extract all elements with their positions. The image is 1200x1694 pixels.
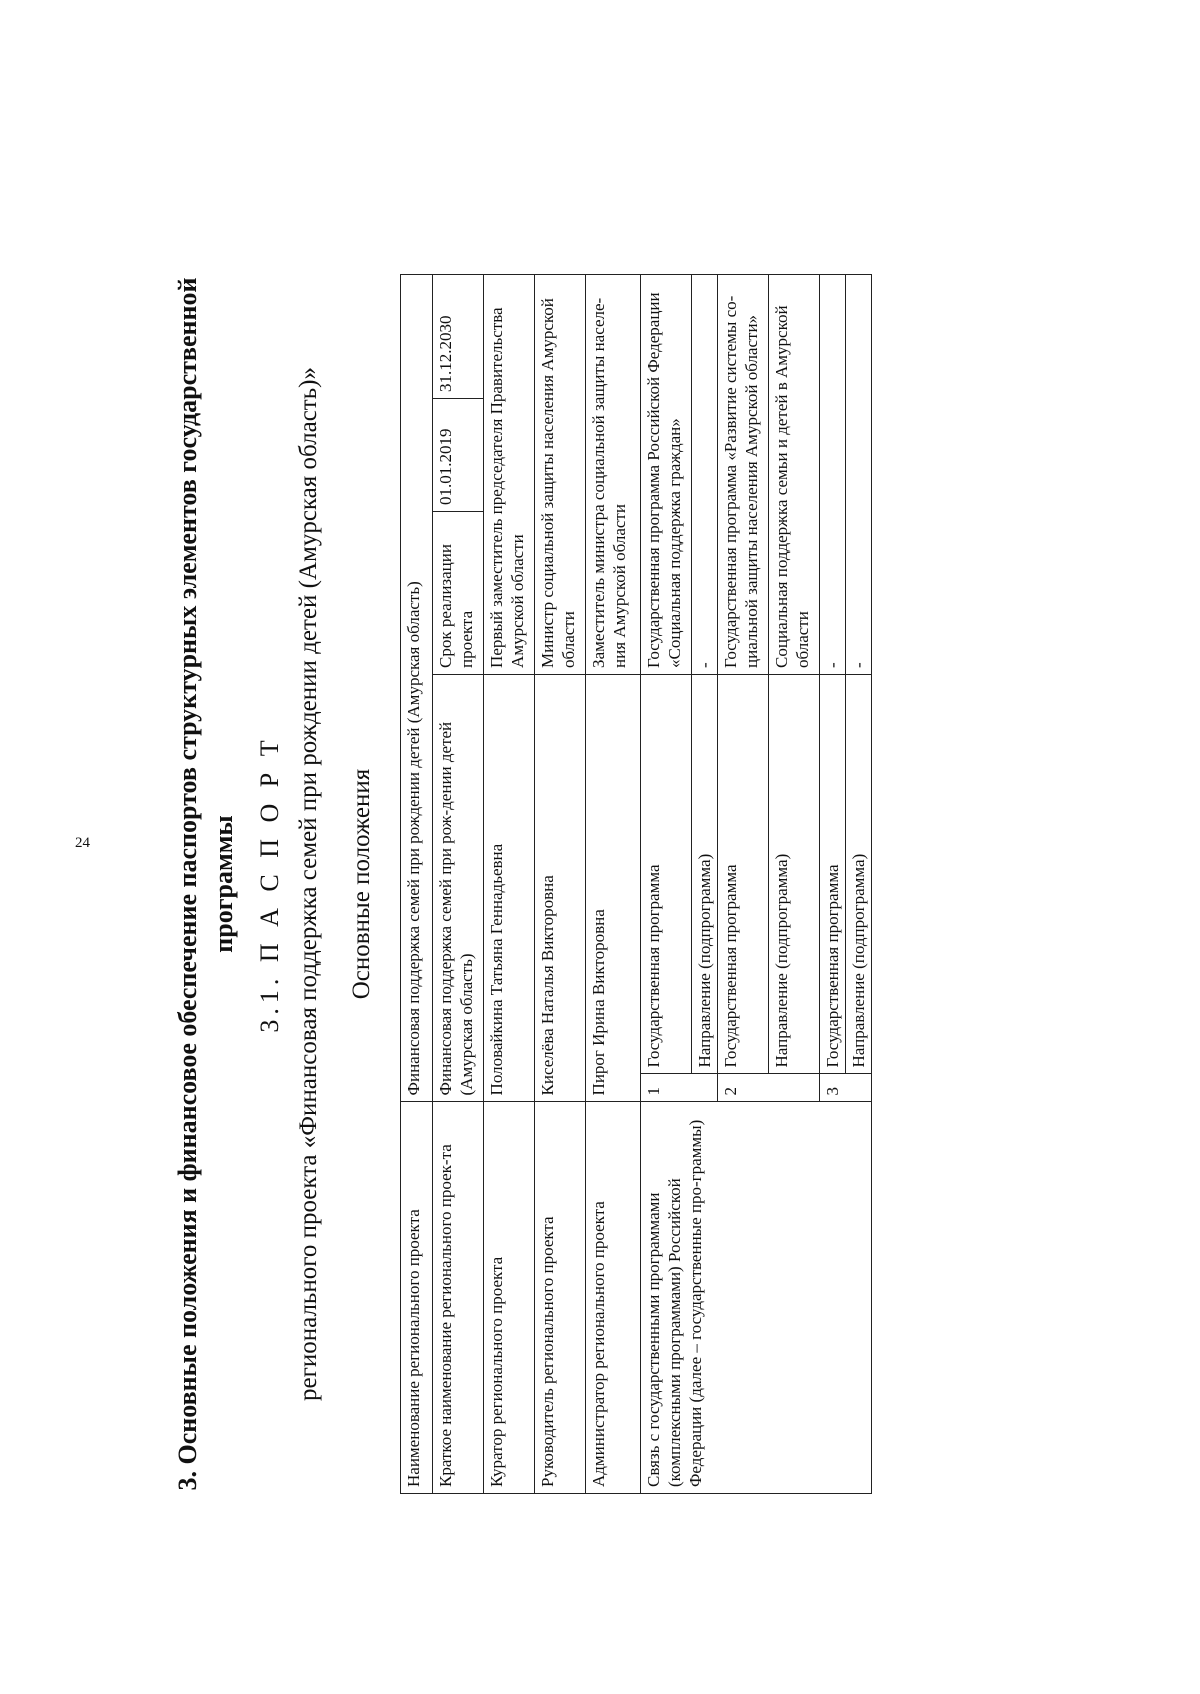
link-direction-value: Социальная поддержка семьи и детей в Амурской области xyxy=(769,275,820,675)
project-name-value: Финансовая поддержка семей при рождении детей (Амурская область) xyxy=(401,275,433,1102)
passport-subtitle: регионального проекта «Финансовая поддержка семей при рождении детей (Амурская область)» xyxy=(295,367,322,1401)
rotated-page xyxy=(0,94,1100,1694)
passport-table xyxy=(400,274,872,1494)
admin-position: Заместитель министра социальной защиты населе-ния Амурской области xyxy=(586,275,641,675)
link-direction-value: - xyxy=(692,275,718,675)
curator-position: Первый заместитель председателя Правительства Амурской области xyxy=(484,275,535,675)
link-direction-value: - xyxy=(846,275,872,675)
table-row xyxy=(641,275,692,1494)
curator-name: Половайкина Татьяна Геннадьевна xyxy=(484,674,535,1102)
table-row xyxy=(401,275,433,1494)
table-row xyxy=(586,275,641,1494)
admin-label: Администратор регионального проекта xyxy=(586,1102,641,1494)
link-direction-label: Направление (подпрограмма) xyxy=(692,674,718,1074)
link-number: 1 xyxy=(641,1074,718,1102)
curator-label: Куратор регионального проекта xyxy=(484,1102,535,1494)
page-number: 24 xyxy=(75,835,90,851)
link-program-value: Государственная программа «Развитие системы со-циальной защиты населения Амурской области» xyxy=(718,275,769,675)
short-name-value: Финансовая поддержка семей при рож-дении детей (Амурская область) xyxy=(433,674,484,1102)
document-sheet xyxy=(0,94,1100,1694)
link-direction-label: Направление (подпрограмма) xyxy=(846,674,872,1074)
term-start-date: 01.01.2019 xyxy=(433,399,483,512)
short-name-label: Краткое наименование регионального проек-та xyxy=(433,1102,484,1494)
term-cell xyxy=(433,275,484,675)
link-program-value: Государственная программа Российской Федерации «Социальная поддержка граждан» xyxy=(641,275,692,675)
term-label: Срок реализации проекта xyxy=(436,544,476,668)
link-program-label: Государственная программа xyxy=(718,674,769,1074)
head-label: Руководитель регионального проекта xyxy=(535,1102,586,1494)
link-number: 3 xyxy=(820,1074,872,1102)
link-program-label: Государственная программа xyxy=(820,674,846,1074)
link-program-value: - xyxy=(820,275,846,675)
section-title-line-1: 3. Основные положения и финансовое обеспечение паспортов структурных элементов государственной xyxy=(173,277,202,1491)
basic-provisions-heading: Основные положения xyxy=(348,768,375,1000)
admin-name: Пирог Ирина Викторовна xyxy=(586,674,641,1102)
table-row xyxy=(484,275,535,1494)
link-program-label: Государственная программа xyxy=(641,674,692,1074)
head-position: Министр социальной защиты населения Амурской области xyxy=(535,275,586,675)
link-direction-label: Направление (подпрограмма) xyxy=(769,674,820,1074)
passport-title: 3.1. П А С П О Р Т xyxy=(255,735,284,1033)
section-title-line-2: программы xyxy=(209,815,238,953)
table-row xyxy=(535,275,586,1494)
link-number: 2 xyxy=(718,1074,820,1102)
term-end-date: 31.12.2030 xyxy=(433,309,483,399)
table-row xyxy=(433,275,484,1494)
head-name: Киселёва Наталья Викторовна xyxy=(535,674,586,1102)
project-name-label: Наименование регионального проекта xyxy=(401,1102,433,1494)
section-title xyxy=(170,194,242,1574)
links-label: Связь с государственными программами (комплексными программами) Российской Федерации (далее – государственные про-граммы) xyxy=(641,1102,872,1494)
